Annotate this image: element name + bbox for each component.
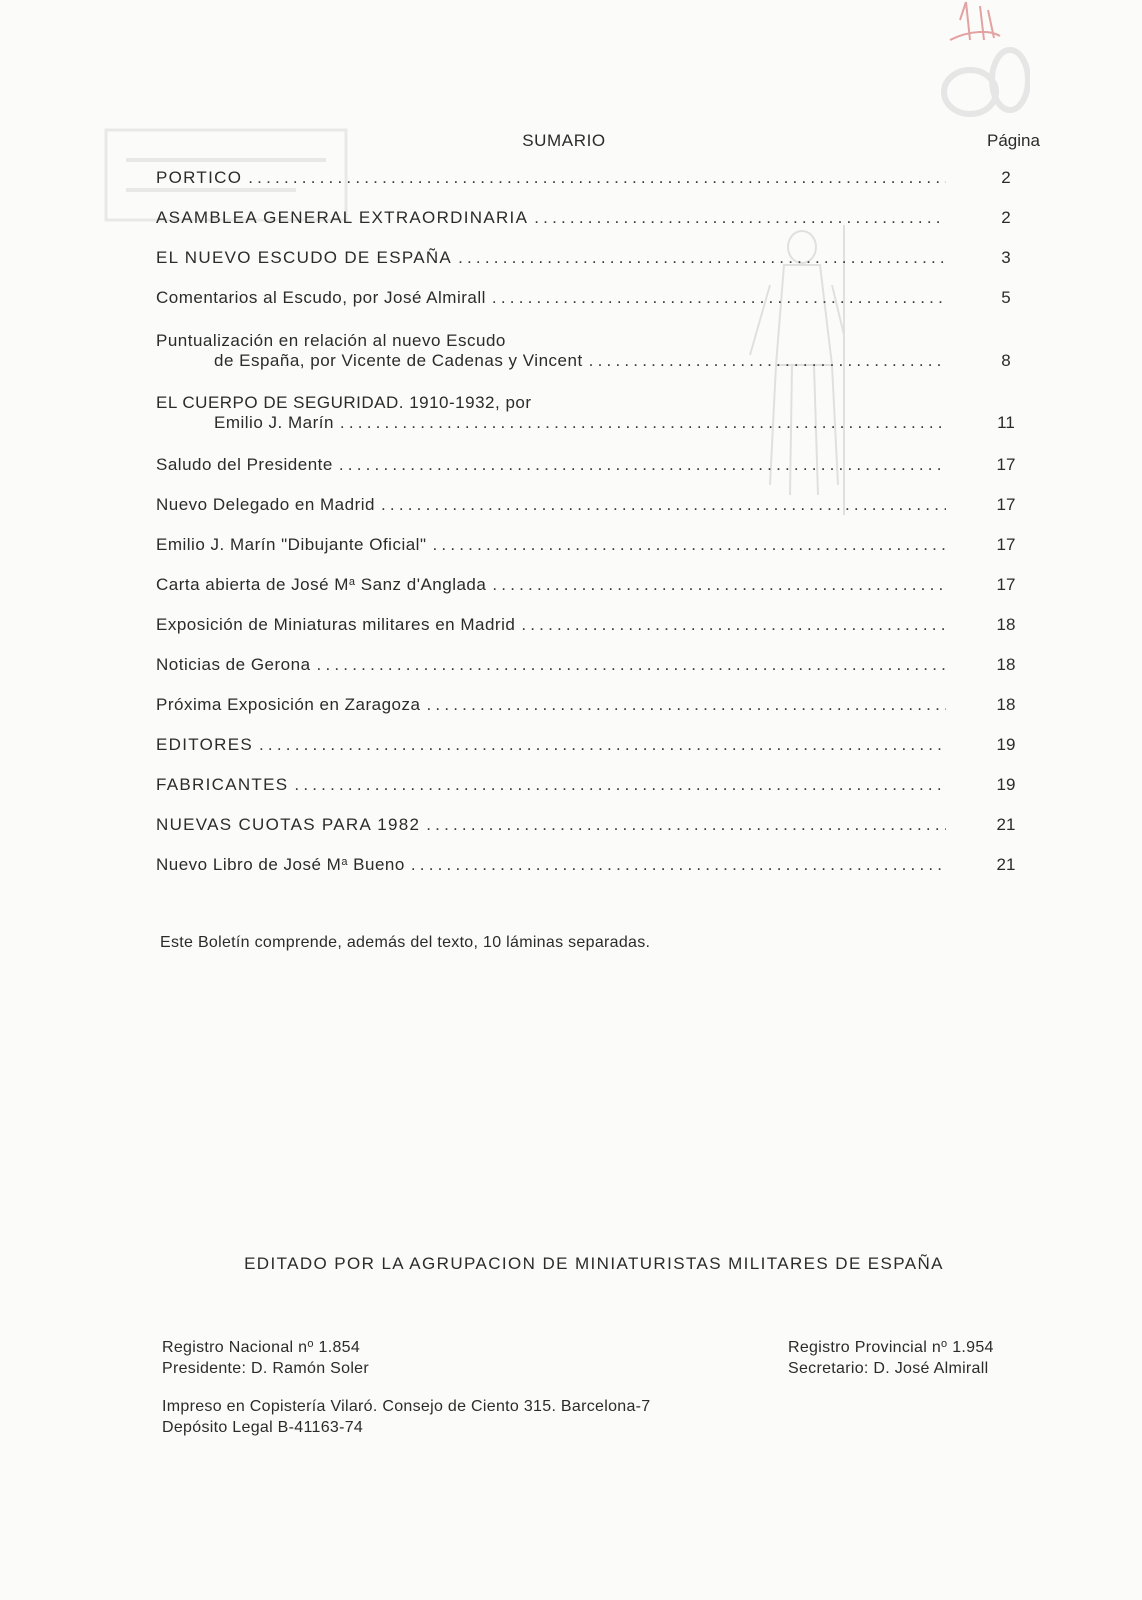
printing-info [162,1396,651,1438]
faded-soldier-figure-icon [740,225,870,525]
dot-leader [432,535,946,555]
toc-entry [156,655,1036,675]
toc-entry [156,455,1036,475]
national-registry: Registro Nacional $n^o$ 1.854 [162,1338,361,1356]
toc-entry-title: Exposición de Miniaturas militares en Madrid [156,615,516,634]
dot-leader [248,168,946,188]
page-title: SUMARIO [522,131,606,150]
dot-leader [381,495,946,515]
toc-entry [156,168,1036,188]
toc-entry-title: EL NUEVO ESCUDO DE ESPAÑA [156,248,453,267]
toc-entry [156,855,1036,875]
registry-right [788,1334,994,1379]
dot-leader [411,855,946,875]
toc-entry-title: Noticias de Gerona [156,655,311,674]
toc-entry-title: FABRICANTES [156,775,289,794]
toc-entry-page: 17 [996,535,1016,554]
toc-entry [156,535,1036,555]
toc-entry [156,575,1036,595]
dot-leader [458,248,946,268]
dot-leader [492,288,946,308]
toc-entry-page: 8 [1001,351,1011,370]
toc-entry-title-line: EL CUERPO DE SEGURIDAD. 1910-1932, por [156,393,532,412]
note-text: Este Boletín comprende, además del texto, 10 láminas separadas. [160,934,651,951]
toc-entry [156,208,1036,228]
toc-entry-title: EDITORES [156,735,253,754]
dot-leader [259,735,946,755]
toc-entry [156,248,1036,268]
dot-leader [534,208,946,228]
printer-line: Impreso en Copistería Vilaró. Consejo de Ciento 315. Barcelona-7 [162,1398,651,1415]
dot-leader [589,351,946,371]
toc-entry [156,615,1036,635]
toc-entry-page: 17 [996,575,1016,594]
toc-entry [156,815,1036,835]
toc-entry-title: Nuevo Delegado en Madrid [156,495,375,514]
provincial-registry: Registro Provincial $n^o$ 1.954 [788,1338,994,1356]
toc-entry-title: Comentarios al Escudo, por José Almirall [156,288,486,307]
toc-entry-page: 18 [996,655,1016,674]
toc-entry-page: 17 [996,495,1016,514]
publisher-line: EDITADO POR LA AGRUPACION DE MINIATURISTAS MILITARES DE ESPAÑA [244,1254,944,1273]
toc-entry-page: 21 [996,855,1016,874]
toc-entry-title: ASAMBLEA GENERAL EXTRAORDINARIA [156,208,529,227]
toc-entry-title: Emilio J. Marín [214,413,334,432]
secretary-line: Secretario: D. José Almirall [788,1360,989,1377]
toc-entry-title: Próxima Exposición en Zaragoza [156,695,421,714]
toc-entry-title-line: Puntualización en relación al nuevo Escudo [156,331,506,350]
toc-entry-page: 11 [997,413,1015,432]
toc-entry [156,393,1036,433]
page-column-header: Página [987,131,1040,150]
dot-leader [339,455,946,475]
toc-entry [156,331,1036,371]
toc-entry-page: 17 [996,455,1016,474]
dot-leader [317,655,946,675]
handwritten-page-mark-icon [930,0,1030,120]
toc-entry-page: 18 [996,695,1016,714]
toc-entry-page: 2 [1001,168,1011,187]
dot-leader [426,815,946,835]
toc-entry-page: 19 [996,735,1016,754]
dot-leader [492,575,946,595]
toc-entry-page: 19 [996,775,1016,794]
toc-entry-page: 18 [996,615,1016,634]
toc-entry-title: de España, por Vicente de Cadenas y Vincent [214,351,583,370]
toc-entry-page: 5 [1001,288,1011,307]
toc-entry [156,775,1036,795]
dot-leader [521,615,946,635]
toc-entry-title: Carta abierta de José $M^a$ Sanz d'Anglada [156,575,487,594]
toc-entry-title: Emilio J. Marín "Dibujante Oficial" [156,535,427,554]
toc-entry [156,735,1036,755]
president-line: Presidente: D. Ramón Soler [162,1360,370,1377]
toc-entry [156,288,1036,308]
toc-entry-title: Saludo del Presidente [156,455,333,474]
toc-entry [156,695,1036,715]
toc-entry-title: NUEVAS CUOTAS PARA 1982 [156,815,421,834]
toc-entry-page: 2 [1001,208,1011,227]
dot-leader [340,413,946,433]
dot-leader [426,695,946,715]
toc-entry-page: 3 [1001,248,1011,267]
toc-entry-title: Nuevo Libro de José $M^a$ Bueno [156,855,405,874]
legal-deposit-line: Depósito Legal B-41163-74 [162,1419,364,1436]
dot-leader [294,775,946,795]
registry-left [162,1334,369,1379]
toc-entry [156,495,1036,515]
toc-entry-title: PORTICO [156,168,243,187]
toc-entry-page: 21 [996,815,1016,834]
